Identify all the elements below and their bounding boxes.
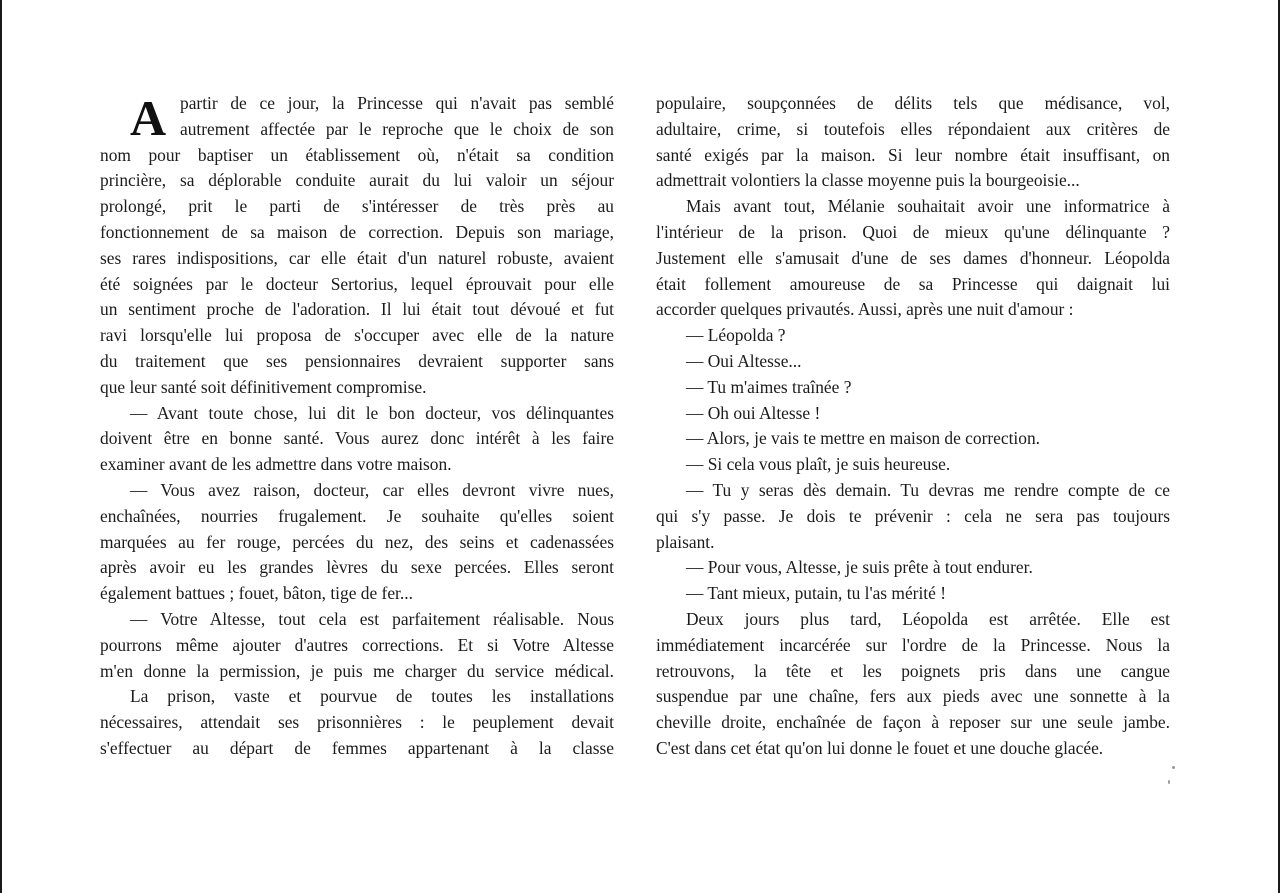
text-line: accorder quelques privautés. Aussi, après une nuit d'amour : — [656, 299, 1074, 320]
text-line: était follement amoureuse de sa Princesse qui daignait lui — [656, 273, 1170, 294]
text-line: Deux jours plus tard, Léopolda est arrêtée. Elle est — [686, 608, 1170, 629]
opening-paragraph — [100, 90, 614, 146]
drop-cap: A — [130, 90, 167, 146]
page-frame-left-border — [0, 0, 2, 893]
text-line: enchaînées, nourries frugalement. Je souhaite qu'elles soient — [100, 505, 614, 526]
text-line: s'effectuer au départ de femmes appartenant à la classe — [100, 737, 614, 758]
text-line: La prison, vaste et pourvue de toutes les installations — [130, 686, 614, 707]
dialog-line: — Pour vous, Altesse, je suis prête à tout endurer. — [686, 557, 1033, 578]
text-line: examiner avant de les admettre dans votre maison. — [100, 454, 452, 475]
text-line: l'intérieur de la prison. Quoi de mieux qu'une délinquante ? — [656, 221, 1170, 242]
text-line: Mais avant tout, Mélanie souhaitait avoir une informatrice à — [686, 196, 1170, 217]
text-line: princière, sa déplorable conduite aurait du lui valoir un séjour — [100, 170, 614, 191]
text-line: C'est dans cet état qu'on lui donne le fouet et une douche glacée. — [656, 737, 1104, 758]
dialog-line: — Léopolda ? — [686, 325, 786, 346]
scan-speck — [1172, 766, 1175, 769]
text-line: — Votre Altesse, tout cela est parfaitement réalisable. Nous — [130, 608, 614, 629]
text-line: du traitement que ses pensionnaires devraient supporter sans — [100, 350, 614, 371]
text-line: partir de ce jour, la Princesse qui n'avait pas semblé — [180, 93, 614, 113]
text-line: suspendue par une chaîne, fers aux pieds avec une sonnette à la — [656, 686, 1170, 707]
left-column — [100, 91, 614, 762]
text-line: après avoir eu les grandes lèvres du sexe percées. Elles seront — [100, 557, 614, 578]
text-line: santé exigés par la maison. Si leur nombre était insuffisant, on — [656, 144, 1170, 165]
text-line: — Vous avez raison, docteur, car elles devront vivre nues, — [130, 479, 614, 500]
text-line: — Avant toute chose, lui dit le bon docteur, vos délinquantes — [130, 402, 614, 423]
dialog-line: — Oui Altesse... — [686, 350, 802, 371]
text-line: m'en donne la permission, je puis me charger du service médical. — [100, 660, 614, 681]
text-line: cheville droite, enchaînée de façon à reposer sur une seule jambe. — [656, 712, 1170, 733]
text-line: qui s'y passe. Je dois te prévenir : cela ne sera pas toujours — [656, 505, 1170, 526]
text-line: prolongé, prit le parti de s'intéresser de très près au — [100, 196, 614, 217]
dialog-line: — Tant mieux, putain, tu l'as mérité ! — [686, 583, 946, 604]
text-line: immédiatement incarcérée sur l'ordre de la Princesse. Nous la — [656, 634, 1170, 655]
text-line: adultaire, crime, si toutefois elles répondaient aux critères de — [656, 118, 1170, 139]
right-column — [656, 91, 1170, 762]
text-line: plaisant. — [656, 531, 715, 552]
text-line: doivent être en bonne santé. Vous aurez donc intérêt à les faire — [100, 428, 614, 449]
text-line: que leur santé soit définitivement compromise. — [100, 376, 427, 397]
text-line: marquées au fer rouge, percées du nez, des seins et cadenassées — [100, 531, 614, 552]
dialog-line: — Si cela vous plaît, je suis heureuse. — [686, 454, 951, 475]
text-line: admettrait volontiers la classe moyenne puis la bourgeoisie... — [656, 170, 1080, 191]
dialog-line: — Oh oui Altesse ! — [686, 402, 821, 423]
text-line: Justement elle s'amusait d'une de ses dames d'honneur. Léopolda — [656, 247, 1170, 268]
dialog-line: — Tu m'aimes traînée ? — [686, 376, 852, 397]
text-line: ravi lorsqu'elle lui proposa de s'occuper avec elle de la nature — [100, 325, 614, 346]
text-line: populaire, soupçonnées de délits tels que médisance, vol, — [656, 93, 1170, 113]
text-line: un sentiment proche de l'adoration. Il lui était tout dévoué et fut — [100, 299, 614, 320]
text-line: été soignées par le docteur Sertorius, lequel éprouvait pour elle — [100, 273, 614, 294]
text-line: pourrons même ajouter d'autres corrections. Et si Votre Altesse — [100, 634, 614, 655]
text-line: ses rares indispositions, car elle était d'un naturel robuste, avaient — [100, 247, 614, 268]
text-line: autrement affectée par le reproche que le choix de son — [180, 118, 614, 139]
book-spread — [100, 91, 1170, 781]
dialog-line: — Alors, je vais te mettre en maison de correction. — [686, 428, 1040, 449]
text-line: fonctionnement de sa maison de correction. Depuis son mariage, — [100, 221, 614, 242]
text-line: également battues ; fouet, bâton, tige de fer... — [100, 583, 413, 604]
text-line: nom pour baptiser un établissement où, n'était sa condition — [100, 144, 614, 165]
text-line: nécessaires, attendait ses prisonnières : le peuplement devait — [100, 712, 614, 733]
scan-speck — [1168, 780, 1170, 784]
dialog-line: — Tu y seras dès demain. Tu devras me rendre compte de ce — [686, 479, 1170, 500]
text-line: retrouvons, la tête et les poignets pris dans une cangue — [656, 660, 1170, 681]
